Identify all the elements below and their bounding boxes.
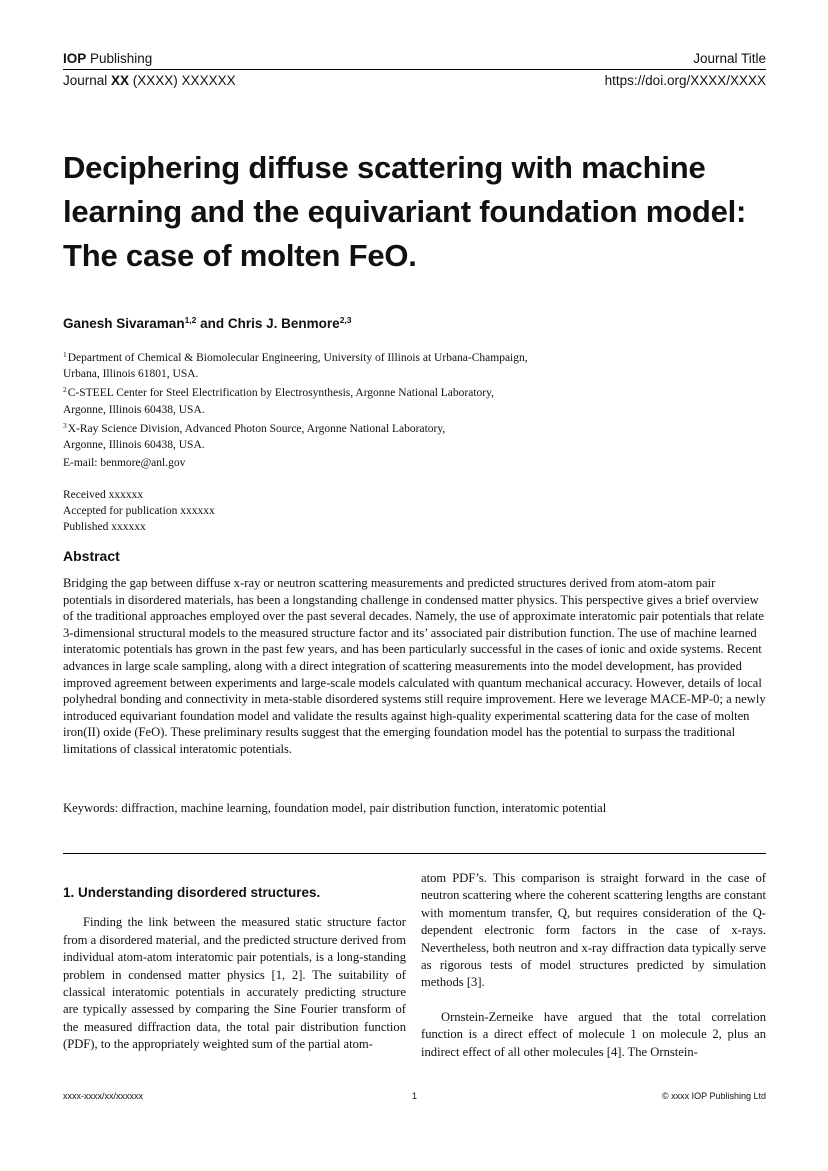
abstract-text: Bridging the gap between diffuse x-ray or neutron scattering measurements and predicted structures derived from atom-atom pair potentials in disordered materials, has been a longstanding challenge in condensed matter physics. This perspective gives a brief overview of the traditional approaches employed over the past several decades. Namely, the use of approximate interatomic pair potentials that relate 3-dimensional structural models to the measured structure factor and its’ associated pair distribution function. The use of machine learned interatomic potentials has grown in the past few years, and has been particularly successful in the cases of ionic and oxide systems. Recent advances in large scale sampling, along with a direct integration of scattering measurements into the model development, has provided improved agreement between experiments and large-scale models calculated with quantum mechanical accuracy. However, details of local polyhedral bonding and connectivity in meta-stable disordered systems still require improvement. Here we leverage MACE-MP-0; a newly introduced equivariant foundation model and validate the results against high-quality experimental scattering data for the case of molten iron(II) oxide (FeO). These preliminary results suggest that the emerging foundation model has the potential to surpass the traditional limitations of classical interatomic potentials. [63, 576, 766, 756]
body-paragraph: atom PDF’s. This comparison is straight forward in the case of neutron scattering where the coherent scattering lengths are constant with momentum transfer, Q, but requires consideration of the Q-dependent electronic form factors in the case of x-rays. Nevertheless, both neutron and x-ray diffraction data typically serve as rigorous tests of model structures predicted by simulation methods [3]. [421, 871, 766, 990]
section-divider [63, 853, 766, 854]
author-name: Chris J. Benmore [227, 316, 340, 331]
page-number: 1 [412, 1091, 418, 1101]
publication-dates [63, 487, 215, 536]
accepted-date: Accepted for publication xxxxxx [63, 505, 215, 518]
section-heading: 1. Understanding disordered structures. [63, 885, 321, 900]
affiliation-list [63, 347, 663, 453]
publisher-name: IOP Publishing [63, 51, 153, 66]
footer-article-code: xxxx-xxxx/xx/xxxxxx [63, 1091, 143, 1101]
journal-citation: Journal XX (XXXX) XXXXXX [63, 73, 236, 88]
abstract-heading: Abstract [63, 548, 120, 564]
affiliation-item: $^1$Department of Chemical & Biomolecular Engineering, University of Illinois at Urbana-Champaign, Urbana, Illinois 61801, USA. [63, 350, 528, 381]
body-column-right [421, 870, 766, 1061]
author-affiliation-marker: 1,2 [184, 315, 197, 325]
author-affiliation-marker: 2,3 [339, 315, 352, 325]
body-paragraph: Ornstein-Zerneike have argued that the total correlation function is a direct effect of molecule 1 on molecule 2, plus an indirect effect of all other molecules [4]. The Ornstein- [421, 1009, 766, 1059]
keywords: Keywords: diffraction, machine learning, foundation model, pair distribution function, interatomic potential [63, 801, 607, 815]
journal-title: Journal Title [693, 51, 766, 66]
published-date: Published xxxxxx [63, 521, 146, 534]
footer-copyright: © xxxx IOP Publishing Ltd [661, 1091, 766, 1101]
contact-email[interactable]: E-mail: benmore@anl.gov [63, 457, 186, 469]
article-title: Deciphering diffuse scattering with machine learning and the equivariant foundation model: The case of molten FeO. [63, 150, 747, 273]
affiliation-item: $^3$X-Ray Science Division, Advanced Photon Source, Argonne National Laboratory, Argonne, Illinois 60438, USA. [63, 420, 446, 452]
affiliation-item: $^2$C-STEEL Center for Steel Electrification by Electrosynthesis, Argonne National Laboratory, Argonne, Illinois 60438, USA. [63, 385, 494, 416]
doi-link[interactable]: https://doi.org/XXXX/XXXX [604, 73, 766, 88]
received-date: Received xxxxxx [63, 489, 144, 501]
body-paragraph: Finding the link between the measured static structure factor from a disordered material, and the predicted structure derived from individual atom-atom interatomic pair potentials, is a long-standing problem in condensed matter physics [1, 2]. The suitability of classical interatomic potentials in accurately predicting structure are typically assessed by comparing the Sine Fourier transform of the measured diffraction data, the total pair distribution function (PDF), to the appropriately weighted sum of the partial atom- [63, 915, 406, 1052]
body-column-left [63, 884, 406, 1054]
header-rule [63, 69, 766, 70]
author-list: Ganesh Sivaraman$^{1,2}$ and Chris J. Benmore$^{2,3}$ [63, 315, 352, 331]
author-name: Ganesh Sivaraman [63, 316, 185, 331]
